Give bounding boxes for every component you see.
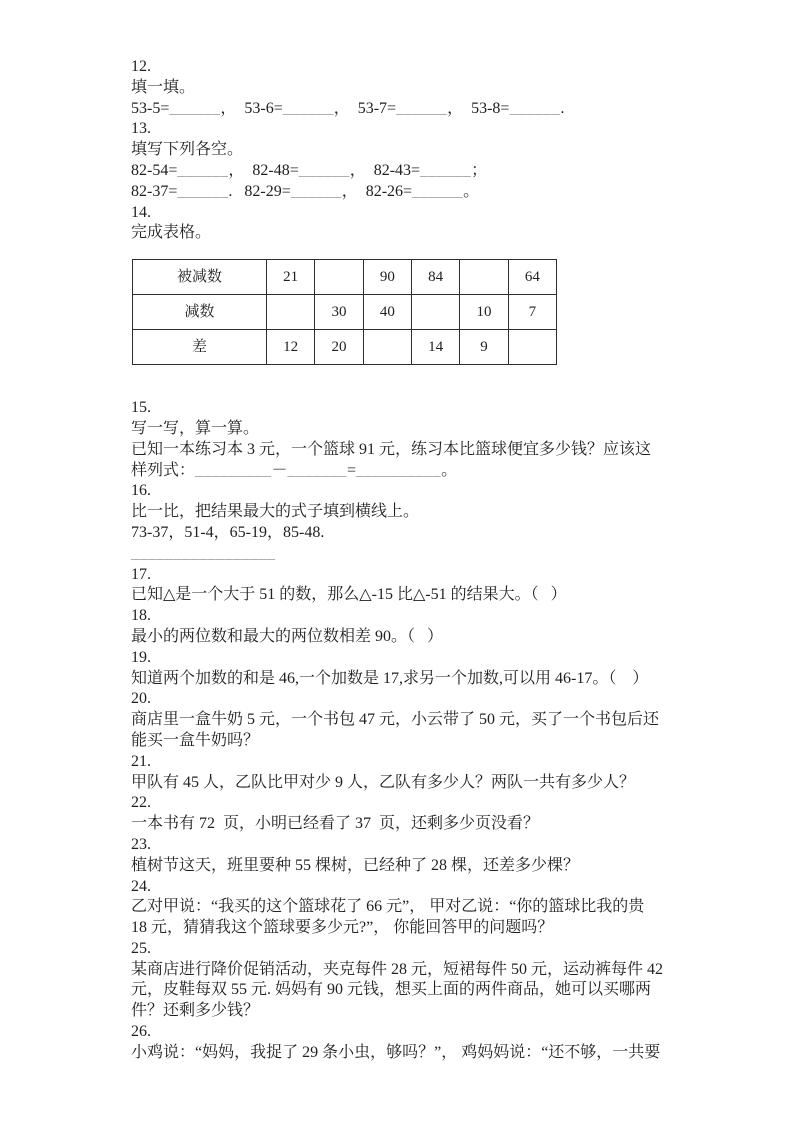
text-run: 16. bbox=[131, 482, 151, 500]
problem-number bbox=[131, 203, 676, 224]
text-run: . 82-29= bbox=[228, 182, 291, 200]
blank-underline: ______ bbox=[290, 182, 342, 200]
text-run: 82-37= bbox=[131, 182, 178, 200]
text-run: 53-5= bbox=[131, 99, 170, 117]
text-line bbox=[131, 1043, 676, 1064]
problem-number bbox=[131, 565, 676, 586]
text-run: 比一比，把结果最大的式子填到横线上。 bbox=[131, 503, 420, 521]
empty-cell bbox=[315, 260, 363, 295]
text-run: 21. bbox=[131, 752, 151, 770]
problem-number bbox=[131, 606, 676, 627]
text-run: 18 元，猜猜我这个篮球要多少元?”， 你能回答甲的问题吗？ bbox=[131, 919, 554, 937]
text-run: 最小的两位数和最大的两位数相差 90。（ ） bbox=[131, 627, 444, 645]
problem-number bbox=[131, 689, 676, 710]
text-run: = bbox=[347, 461, 357, 479]
empty-cell bbox=[508, 330, 556, 365]
blank-underline: _______ bbox=[287, 461, 348, 479]
text-run: ， 82-43= bbox=[349, 161, 421, 179]
problem-number bbox=[131, 939, 676, 960]
empty-cell bbox=[460, 260, 508, 295]
problem-number bbox=[131, 877, 676, 898]
text-run: 样列式： bbox=[131, 461, 196, 479]
text-line bbox=[131, 161, 676, 182]
text-run: 填写下列各空。 bbox=[131, 141, 244, 159]
text-run: 14. bbox=[131, 203, 151, 221]
text-line bbox=[131, 856, 676, 877]
problem-number bbox=[131, 481, 676, 502]
problem-number bbox=[131, 752, 676, 773]
text-run: 22. bbox=[131, 794, 151, 812]
text-run: ， 53-6= bbox=[220, 99, 283, 117]
text-run: ， 82-48= bbox=[228, 161, 299, 179]
blank-underline: ______ bbox=[177, 161, 229, 179]
answer-line bbox=[131, 544, 676, 565]
value-cell: 84 bbox=[411, 260, 459, 295]
text-run: 17. bbox=[131, 565, 151, 583]
blank-underline: ______ bbox=[396, 99, 448, 117]
problem-number bbox=[131, 119, 676, 140]
text-run: ； bbox=[471, 161, 488, 179]
empty-cell bbox=[411, 295, 459, 330]
text-run: 件？还剩多少钱？ bbox=[131, 1002, 260, 1020]
problem-number bbox=[131, 57, 676, 78]
text-run: 甲队有 45 人，乙队比甲对少 9 人，乙队有多少人？两队一共有多少人？ bbox=[131, 773, 636, 791]
blank-underline: ______ bbox=[169, 99, 221, 117]
text-run: 植树节这天，班里要种 55 棵树，已经种了 28 棵，还差多少棵？ bbox=[131, 856, 580, 874]
text-run: 20. bbox=[131, 690, 151, 708]
text-run: 82-54= bbox=[131, 161, 178, 179]
blank-underline: __________ bbox=[356, 461, 442, 479]
text-line bbox=[131, 440, 676, 461]
blank-underline: ______ bbox=[177, 182, 229, 200]
text-line bbox=[131, 918, 676, 939]
text-run: 。 bbox=[463, 182, 480, 200]
text-run: ， 53-8= bbox=[447, 99, 510, 117]
text-line bbox=[131, 182, 676, 203]
text-run: 某商店进行降价促销活动，夹克每件 28 元，短裙每件 50 元，运动裤每件 42 bbox=[131, 960, 664, 978]
text-run: 19. bbox=[131, 648, 151, 666]
problem-number bbox=[131, 793, 676, 814]
text-run: 18. bbox=[131, 607, 151, 625]
text-run: 乙对甲说：“我买的这个篮球花了 66 元”， 甲对乙说：“你的篮球比我的贵 bbox=[131, 898, 645, 916]
text-run: 13. bbox=[131, 120, 151, 138]
table-row bbox=[133, 330, 557, 365]
text-line bbox=[131, 1001, 676, 1022]
value-cell: 10 bbox=[460, 295, 508, 330]
table-row bbox=[133, 260, 557, 295]
text-line bbox=[131, 960, 676, 981]
text-line bbox=[131, 710, 676, 731]
text-run: 已知△是一个大于 51 的数，那么△-15 比△-51 的结果大。（ ） bbox=[131, 586, 567, 604]
value-cell: 90 bbox=[363, 260, 411, 295]
text-run: 25. bbox=[131, 939, 151, 957]
text-run: 能买一盒牛奶吗？ bbox=[131, 731, 260, 749]
text-run: ， 82-26= bbox=[341, 182, 413, 200]
text-run: 26. bbox=[131, 1023, 151, 1041]
text-run: 23. bbox=[131, 835, 151, 853]
text-run: 商店里一盒牛奶 5 元，一个书包 47 元，小云带了 50 元，买了一个书包后还 bbox=[131, 711, 660, 729]
text-line bbox=[131, 502, 676, 523]
blank-underline: ______ bbox=[509, 99, 561, 117]
table-row bbox=[133, 295, 557, 330]
text-run: 填一填。 bbox=[131, 78, 196, 96]
text-run: 小鸡说：“妈妈，我捉了 29 条小虫，够吗？”， 鸡妈妈说：“还不够，一共要 bbox=[131, 1043, 661, 1061]
text-run: 12. bbox=[131, 58, 151, 75]
text-run: 已知一本练习本 3 元，一个篮球 91 元，练习本比篮球便宜多少钱？应该这 bbox=[131, 440, 652, 458]
text-run: 元，皮鞋每双 55 元. 妈妈有 90 元钱，想买上面的两件商品，她可以买哪两 bbox=[131, 981, 652, 999]
problem-number bbox=[131, 1022, 676, 1043]
row-label: 减数 bbox=[133, 295, 267, 330]
text-line bbox=[131, 461, 676, 482]
text-line bbox=[131, 897, 676, 918]
value-cell: 21 bbox=[267, 260, 315, 295]
value-cell: 40 bbox=[363, 295, 411, 330]
text-line bbox=[131, 99, 676, 120]
text-line bbox=[131, 523, 676, 544]
text-run: 24. bbox=[131, 877, 151, 895]
text-run: 73-37，51-4，65-19，85-48. bbox=[131, 523, 325, 541]
value-cell: 9 bbox=[460, 330, 508, 365]
value-cell: 14 bbox=[411, 330, 459, 365]
text-line bbox=[131, 731, 676, 752]
value-cell: 30 bbox=[315, 295, 363, 330]
value-cell: 20 bbox=[315, 330, 363, 365]
text-line bbox=[131, 669, 676, 690]
text-line bbox=[131, 627, 676, 648]
text-line bbox=[131, 419, 676, 440]
text-run: 知道两个加数的和是 46,一个加数是 17,求另一个加数,可以用 46-17。（ ） bbox=[131, 669, 649, 687]
text-run: 15. bbox=[131, 399, 151, 417]
subtraction-table bbox=[132, 259, 557, 365]
blank-underline: ______ bbox=[282, 99, 334, 117]
value-cell: 7 bbox=[508, 295, 556, 330]
row-label: 差 bbox=[133, 330, 267, 365]
text-line bbox=[131, 140, 676, 161]
problem-number bbox=[131, 648, 676, 669]
text-run: . bbox=[560, 99, 565, 117]
text-line bbox=[131, 814, 676, 835]
empty-cell bbox=[363, 330, 411, 365]
text-line bbox=[131, 585, 676, 606]
blank-underline: _________ bbox=[195, 461, 272, 479]
blank-underline: _________________ bbox=[131, 544, 276, 562]
problem-number bbox=[131, 398, 676, 419]
text-run: － bbox=[271, 461, 288, 479]
text-run: 一本书有 72 页，小明已经看了 37 页，还剩多少页没看？ bbox=[131, 815, 540, 833]
blank-underline: ______ bbox=[420, 161, 472, 179]
problem-number bbox=[131, 835, 676, 856]
empty-cell bbox=[267, 295, 315, 330]
text-line bbox=[131, 980, 676, 1001]
blank-underline: ______ bbox=[412, 182, 464, 200]
value-cell: 12 bbox=[267, 330, 315, 365]
text-run: ， 53-7= bbox=[333, 99, 397, 117]
text-line bbox=[131, 78, 676, 99]
blank-underline: ______ bbox=[298, 161, 350, 179]
value-cell: 64 bbox=[508, 260, 556, 295]
text-run: 写一写，算一算。 bbox=[131, 419, 260, 437]
text-run: 完成表格。 bbox=[131, 224, 212, 242]
text-run: 。 bbox=[441, 461, 458, 479]
document-body bbox=[131, 57, 676, 1064]
row-label: 被减数 bbox=[133, 260, 267, 295]
text-line bbox=[131, 773, 676, 794]
text-line bbox=[131, 223, 676, 244]
